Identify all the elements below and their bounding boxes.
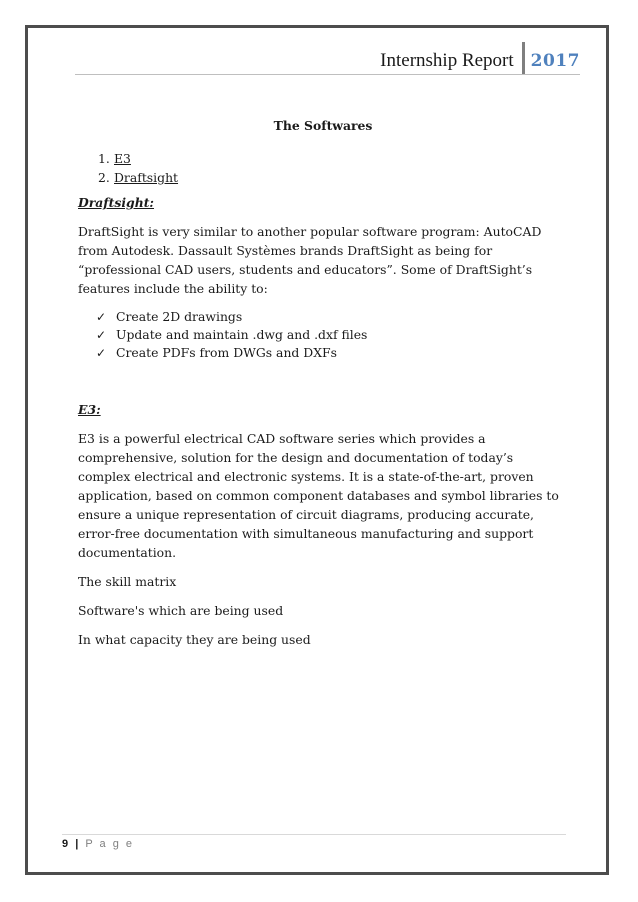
e3-paragraph: E3 is a powerful electrical CAD software series which provides a comprehensive, solution for the design and documentation of today’s complex electrical and electronic systems. It is a state-of-the-art, proven application, based on common component databases and symbol libraries to ensure a unique representation of circuit diagrams, producing accurate, error-free documentation with simultaneous manufacturing and support documentation. — [78, 431, 559, 560]
list-number: 2. — [98, 170, 110, 185]
draftsight-paragraph: DraftSight is very similar to another popular software program: AutoCAD from Autodesk. Dassault Systèmes brands DraftSight as being for “professional CAD users, students and educators”. Some of DraftSight’s features include the ability to: — [78, 224, 542, 296]
list-item — [96, 344, 568, 362]
list-item — [96, 326, 568, 344]
link-draftsight[interactable]: Draftsight — [114, 170, 179, 185]
skill-matrix-line: The skill matrix — [78, 574, 177, 589]
feature-text: Update and maintain .dwg and .dxf files — [116, 327, 368, 342]
draftsight-heading: Draftsight: — [78, 195, 155, 210]
capacity-line: In what capacity they are being used — [78, 632, 311, 647]
link-e3[interactable]: E3 — [114, 151, 131, 166]
page-word: P a g e — [85, 838, 134, 850]
header-rule — [75, 74, 580, 75]
list-item — [98, 168, 568, 187]
e3-heading: E3: — [78, 402, 101, 417]
page-footer — [62, 838, 134, 850]
spacer — [78, 362, 568, 396]
software-used-line: Software's which are being used — [78, 603, 284, 618]
check-icon: ✓ — [96, 328, 107, 342]
page-content — [78, 116, 568, 659]
header-year: 2017 — [530, 51, 580, 71]
list-number: 1. — [98, 151, 110, 166]
page-header — [380, 40, 580, 74]
footer-rule — [62, 834, 566, 835]
software-list — [98, 149, 568, 187]
feature-text: Create 2D drawings — [116, 309, 243, 324]
draftsight-features — [78, 308, 568, 362]
header-title: Internship Report — [380, 50, 514, 71]
check-icon: ✓ — [96, 310, 107, 324]
section-title: The Softwares — [273, 118, 373, 133]
list-item — [98, 149, 568, 168]
page-separator: | — [75, 838, 79, 850]
list-item — [96, 308, 568, 326]
feature-text: Create PDFs from DWGs and DXFs — [116, 345, 338, 360]
check-icon: ✓ — [96, 346, 107, 360]
page-number: 9 — [62, 838, 69, 850]
